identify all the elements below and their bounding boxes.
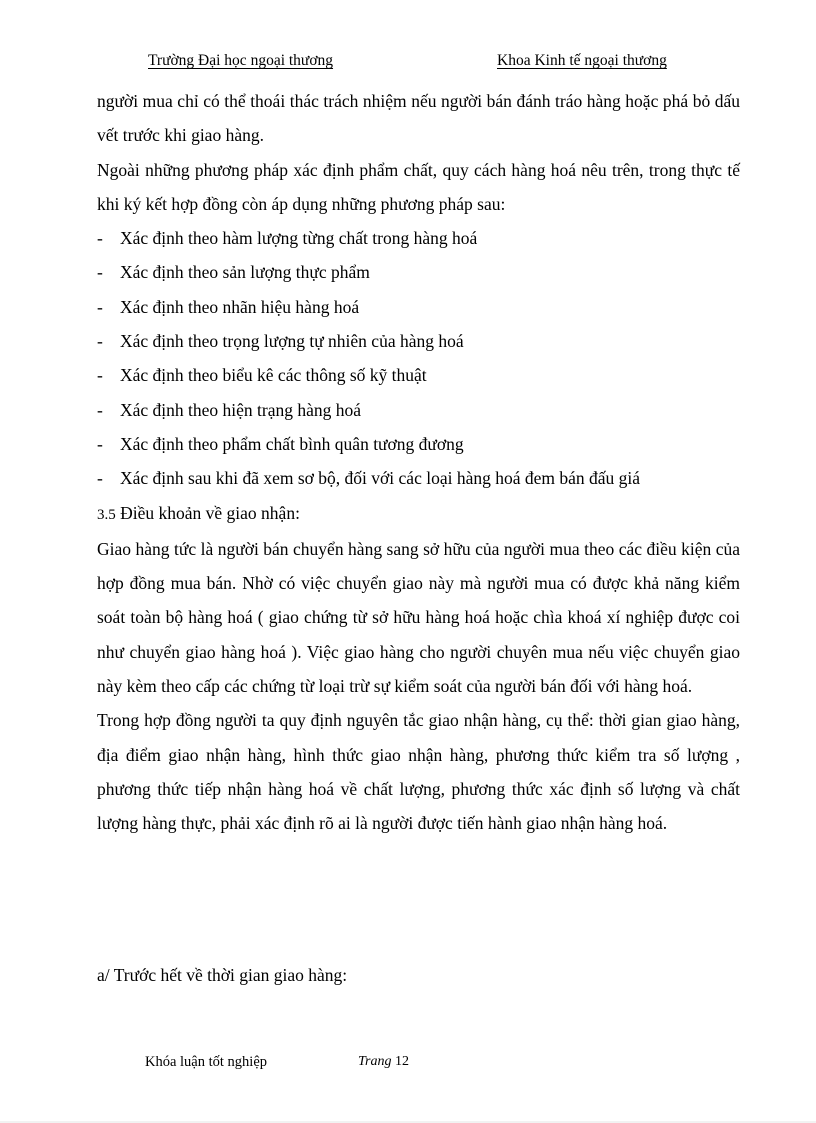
list-item-text: Xác định theo hiện trạng hàng hoá: [120, 399, 362, 420]
dash-bullet: -: [97, 365, 103, 386]
section-heading: [97, 496, 740, 532]
methods-list: [97, 221, 740, 495]
list-item: [97, 461, 740, 495]
paragraph-delivery-principles: Trong hợp đồng người ta quy định nguyên tắc giao nhận hàng, cụ thể: thời gian giao hàng, địa điểm giao nhận hàng, hình thức giao nhận hàng, phương thức kiểm tra số lượng , phương thức tiếp nhận hàng hoá về chất lượng, phương thức xác định số lượng và chất lượng hàng thực, phải xác định rõ ai là người được tiến hành giao nhận hàng hoá.: [97, 710, 740, 834]
list-item: [97, 427, 740, 461]
dash-bullet: -: [97, 331, 103, 352]
paragraph-continuation: người mua chỉ có thể thoái thác trách nhiệm nếu người bán đánh tráo hàng hoặc phá bỏ dấu vết trước khi giao hàng.: [97, 91, 740, 146]
dash-bullet: -: [97, 433, 103, 454]
dash-bullet: -: [97, 228, 103, 249]
list-item: [97, 393, 740, 427]
header-faculty: Khoa Kinh tế ngoại thương: [497, 52, 667, 69]
list-item-text: Xác định theo sản lượng thực phẩm: [120, 262, 370, 283]
list-item: [97, 290, 740, 324]
header-university: Trường Đại học ngoại thương: [148, 52, 334, 69]
footer-thesis-label: Khóa luận tốt nghiệp: [145, 1054, 268, 1070]
footer-page-number: [358, 1054, 409, 1070]
page-word: Trang: [358, 1054, 392, 1069]
paragraph-delivery-definition: Giao hàng tức là người bán chuyển hàng sang sở hữu của người mua theo các điều kiện của hợp đồng mua bán. Nhờ có việc chuyển giao này mà người mua có được khả năng kiểm soát toàn bộ hàng hoá ( giao chứng từ sở hữu hàng hoá hoặc chìa khoá xí nghiệp được coi như chuyển giao hàng hoá ). Việc giao hàng cho người chuyên mua nếu việc chuyển giao này kèm theo cấp các chứng từ loại trừ sự kiểm soát của người bán đối với hàng hoá.: [97, 538, 740, 697]
list-item-text: Xác định theo hàm lượng từng chất trong hàng hoá: [120, 228, 478, 249]
dash-bullet: -: [97, 296, 103, 317]
paragraph-methods-intro: Ngoài những phương pháp xác định phẩm chất, quy cách hàng hoá nêu trên, trong thực tế khi ký kết hợp đồng còn áp dụng những phương pháp sau:: [97, 159, 740, 214]
list-item: [97, 255, 740, 289]
page-body: [97, 84, 740, 841]
list-item-text: Xác định sau khi đã xem sơ bộ, đối với các loại hàng hoá đem bán đấu giá: [120, 468, 641, 489]
dash-bullet: -: [97, 399, 103, 420]
section-number: 3.5: [97, 506, 116, 523]
dash-bullet: -: [97, 262, 103, 283]
subheading-delivery-time: a/ Trước hết về thời gian giao hàng:: [97, 965, 348, 985]
list-item-text: Xác định theo trọng lượng tự nhiên của hàng hoá: [120, 331, 464, 352]
list-item-text: Xác định theo phẩm chất bình quân tương đương: [120, 433, 464, 454]
page-number: 12: [394, 1054, 409, 1069]
list-item-text: Xác định theo biểu kê các thông số kỹ thuật: [120, 365, 427, 386]
list-item-text: Xác định theo nhãn hiệu hàng hoá: [120, 296, 360, 317]
dash-bullet: -: [97, 468, 103, 489]
list-item: [97, 324, 740, 358]
list-item: [97, 358, 740, 392]
section-title: Điều khoản về giao nhận:: [120, 502, 300, 523]
list-item: [97, 221, 740, 255]
